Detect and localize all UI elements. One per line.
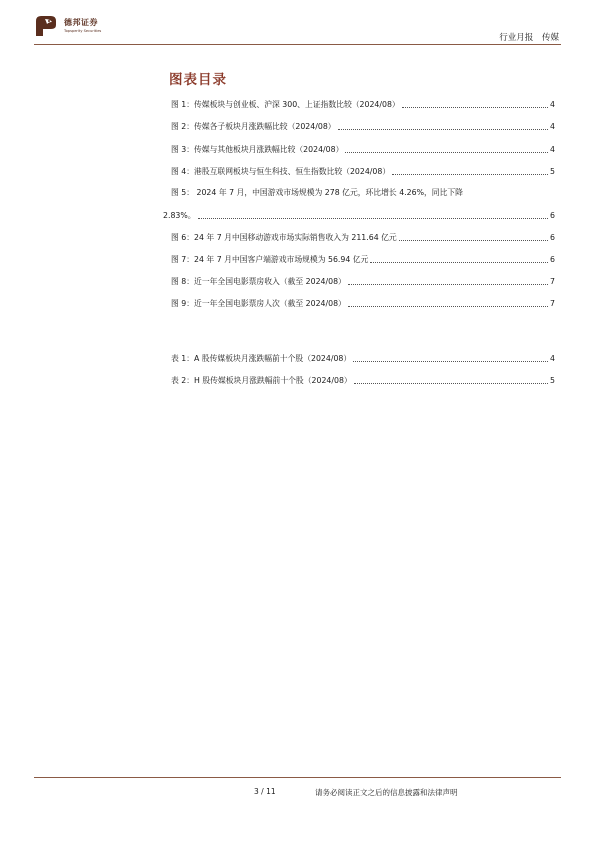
brand-name: 德邦证券: [64, 18, 98, 27]
toc-title: 图表目录: [169, 72, 227, 88]
toc-entry-figure-5-line1[interactable]: 图 5： 2024 年 7 月，中国游戏市场规模为 278 亿元，环比增长 4.26%，同比下降: [171, 188, 463, 197]
toc-page-number: 4: [550, 145, 555, 154]
report-type: 行业月报: [499, 33, 534, 43]
toc-entry-figure-9[interactable]: [171, 299, 555, 309]
toc-entry-figure-3[interactable]: [171, 145, 555, 155]
toc-entry-figure-2[interactable]: [171, 122, 555, 132]
toc-entry-text: 表 1：A 股传媒板块月涨跌幅前十个股（2024/08）: [171, 354, 352, 363]
toc-entry-text: 图 8：近一年全国电影票房收入（截至 2024/08）: [171, 277, 346, 286]
toc-page-number: 6: [550, 255, 555, 264]
toc-leader: [345, 151, 548, 153]
header-report-info: [499, 31, 559, 43]
toc-leader: [348, 305, 548, 307]
toc-page-number: 6: [550, 233, 555, 242]
toc-entry-figure-4[interactable]: [171, 167, 555, 177]
toc-entry-text: 图 9：近一年全国电影票房人次（截至 2024/08）: [171, 299, 346, 308]
toc-entry-text: 图 4：港股互联网板块与恒生科技、恒生指数比较（2024/08）: [171, 167, 391, 176]
brand-logo-icon: [33, 13, 59, 39]
toc-entry-figure-5[interactable]: [163, 211, 555, 221]
toc-leader: [402, 106, 548, 108]
toc-page-number: 4: [550, 122, 555, 131]
toc-entry-text: 图 6：24 年 7 月中国移动游戏市场实际销售收入为 211.64 亿元: [171, 233, 397, 242]
toc-entry-figure-8[interactable]: [171, 277, 555, 287]
toc-entry-figure-6[interactable]: [171, 233, 555, 243]
legal-disclaimer: 请务必阅读正文之后的信息披露和法律声明: [315, 788, 458, 797]
toc-page-number: 4: [550, 354, 555, 363]
toc-entry-text: 图 1：传媒板块与创业板、沪深 300、上证指数比较（2024/08）: [171, 100, 400, 109]
toc-page-number: 7: [550, 277, 555, 286]
toc-entry-text: 图 3：传媒与其他板块月涨跌幅比较（2024/08）: [171, 145, 344, 154]
toc-leader: [353, 360, 548, 362]
toc-entry-text: 图 7：24 年 7 月中国客户端游戏市场规模为 56.94 亿元: [171, 255, 369, 264]
toc-page-number: 7: [550, 299, 555, 308]
toc-leader: [348, 283, 548, 285]
toc-leader: [338, 128, 548, 130]
toc-leader: [354, 382, 548, 384]
toc-entry-table-2[interactable]: [171, 376, 555, 386]
toc-entry-table-1[interactable]: [171, 354, 555, 364]
toc-entry-figure-7[interactable]: [171, 255, 555, 265]
toc-entry-text: 2.83%。: [163, 211, 196, 220]
brand-name-en: Topsperity Securities: [64, 29, 102, 33]
header-divider: [34, 44, 561, 45]
footer-divider: [34, 777, 561, 778]
brand-logo: [33, 13, 123, 39]
toc-leader: [399, 239, 548, 241]
toc-entry-figure-1[interactable]: [171, 100, 555, 110]
toc-page-number: 5: [550, 376, 555, 385]
toc-page-number: 5: [550, 167, 555, 176]
toc-leader: [370, 261, 548, 263]
toc-leader: [392, 173, 548, 175]
toc-page-number: 6: [550, 211, 555, 220]
toc-entry-text: 表 2：H 股传媒板块月涨跌幅前十个股（2024/08）: [171, 376, 352, 385]
toc-page-number: 4: [550, 100, 555, 109]
toc-entry-text: 图 2：传媒各子板块月涨跌幅比较（2024/08）: [171, 122, 336, 131]
sector-name: 传媒: [541, 33, 559, 43]
page-number: 3 / 11: [254, 787, 276, 796]
toc-leader: [198, 217, 548, 219]
